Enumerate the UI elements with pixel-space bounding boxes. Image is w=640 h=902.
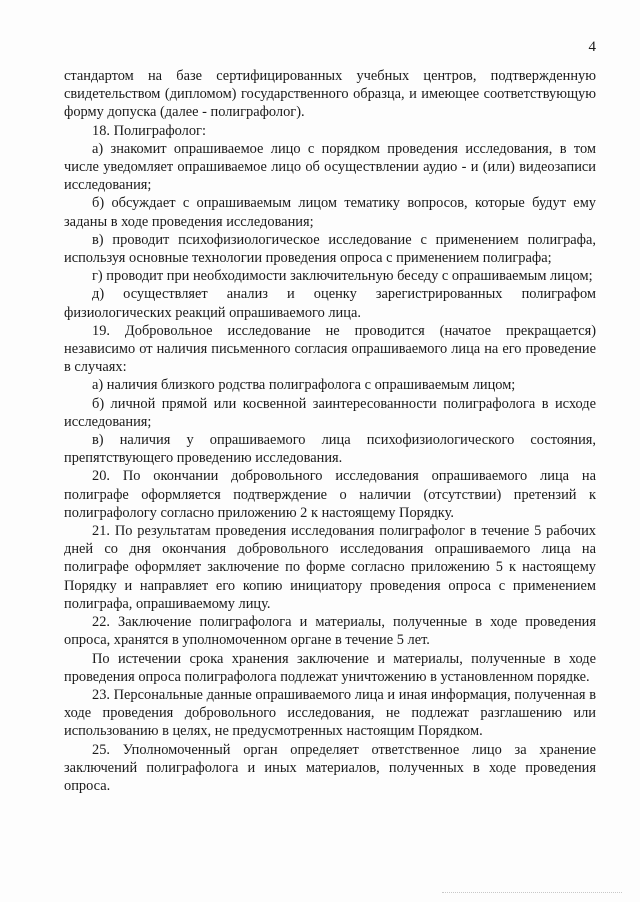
paragraph: 20. По окончании добровольного исследования опрашиваемого лица на полиграфе оформляется подтверждение о наличии (отсутствии) претензий к полиграфологу согласно приложению 2 к настоящему Порядку. xyxy=(64,468,596,521)
paragraph: 21. По результатам проведения исследования полиграфолог в течение 5 рабочих дней со дня окончания добровольного исследования опрашиваемого лица на полиграфе оформляет заключение по форме согласно приложению 5 к настоящему Порядку и направляет его копию инициатору проведения опроса с применением полиграфа, опрашиваемому лицу. xyxy=(64,523,596,612)
paragraph: 25. Уполномоченный орган определяет ответственное лицо за хранение заключений полиграфолога и иных материалов, полученных в ходе проведения опроса. xyxy=(64,741,596,794)
paragraph: 19. Добровольное исследование не проводится (начатое прекращается) независимо от наличия письменного согласия опрашиваемого лица на его проведение в случаях: xyxy=(64,322,596,376)
paragraph: в) проводит психофизиологическое исследование с применением полиграфа, используя основные технологии проведения опроса с применением полиграфа; xyxy=(64,231,596,267)
paragraph: а) наличия близкого родства полиграфолога с опрашиваемым лицом; xyxy=(92,377,516,394)
paragraph: стандартом на базе сертифицированных учебных центров, подтвержденную свидетельством (дипломом) государственного образца, и имеющее соответствующую форму допуска (далее - полиграфолог). xyxy=(64,68,596,121)
paragraph: 22. Заключение полиграфолога и материалы, полученные в ходе проведения опроса, хранятся в уполномоченном органе в течение 5 лет. xyxy=(64,614,596,649)
paragraph: в) наличия у опрашиваемого лица психофизиологического состояния, препятствующего проведению исследования. xyxy=(64,432,596,467)
document-body xyxy=(64,67,596,795)
paragraph: д) осуществляет анализ и оценку зарегистрированных полиграфом физиологических реакций опрашиваемого лица. xyxy=(64,286,596,321)
scan-edge-mark xyxy=(442,892,622,896)
paragraph: 18. Полиграфолог: xyxy=(92,122,206,139)
paragraph: г) проводит при необходимости заключительную беседу с опрашиваемым лицом; xyxy=(92,268,593,285)
page-number: 4 xyxy=(588,39,596,55)
paragraph: б) личной прямой или косвенной заинтересованности полиграфолога в исходе исследования; xyxy=(64,395,596,430)
paragraph: а) знакомит опрашиваемое лицо с порядком проведения исследования, в том числе уведомляет опрашиваемое лицо об осуществлении аудио - и (или) видеозаписи исследования; xyxy=(64,140,596,194)
paragraph: 23. Персональные данные опрашиваемого лица и иная информация, полученная в ходе проведения добровольного исследования, не подлежат разглашению или использованию в целях, не предусмотренных настоящим Порядком. xyxy=(64,686,596,740)
paragraph: б) обсуждает с опрашиваемым лицом тематику вопросов, которые будут ему заданы в ходе проведения исследования; xyxy=(64,195,596,230)
paragraph: По истечении срока хранения заключение и материалы, полученные в ходе проведения опроса полиграфолога подлежат уничтожению в установленном порядке. xyxy=(64,650,596,685)
